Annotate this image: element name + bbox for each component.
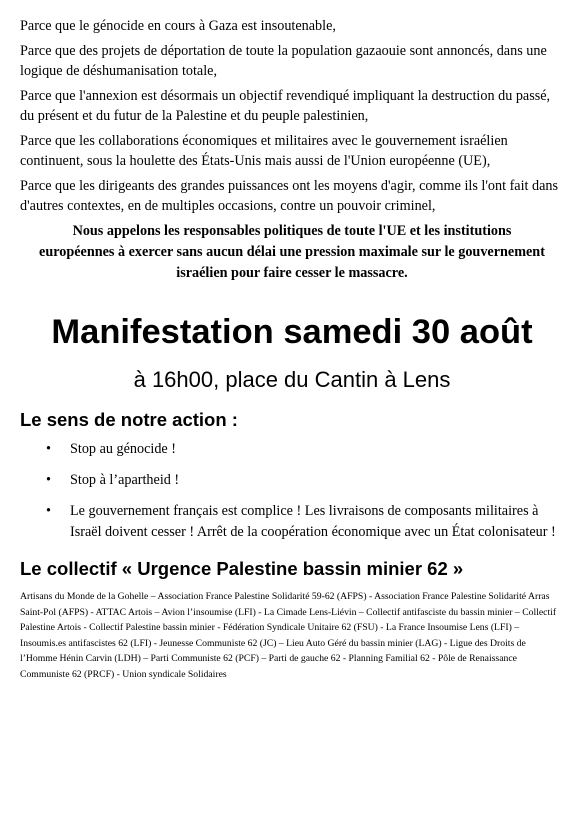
- action-item-text: Le gouvernement français est complice ! Les livraisons de composants militaires à Israël doivent cesser ! Arrêt de la coopération économique avec un État colonisateur !: [70, 503, 556, 540]
- intro-paragraph-1: Parce que le génocide en cours à Gaza est insoutenable,: [20, 18, 336, 34]
- action-item-text: Stop au génocide !: [70, 441, 176, 457]
- intro-paragraphs: [20, 16, 564, 216]
- intro-paragraph-5: Parce que les dirigeants des grandes puissances ont les moyens d'agir, comme ils l'ont fait dans d'autres contextes, en de multiples occasions, contre un pouvoir criminel,: [20, 178, 559, 214]
- intro-paragraph-2: Parce que des projets de déportation de toute la population gazaouie sont annoncés, dans une logique de déshumanisation totale,: [20, 43, 547, 79]
- bullet-icon: •: [46, 472, 51, 488]
- intro-paragraph-3: Parce que l'annexion est désormais un objectif revendiqué impliquant la destruction du passé, du présent et du futur de la Palestine et du peuple palestinien,: [20, 88, 551, 124]
- call-to-action: Nous appelons les responsables politiques de toute l'UE et les institutions européennes à exercer sans aucun délai une pression maximale sur le gouvernement israélien pour faire cesser le massacre.: [39, 223, 545, 281]
- action-item-3: [20, 501, 564, 543]
- collectif-heading: Le collectif « Urgence Palestine bassin minier 62 »: [20, 558, 464, 579]
- collectif-members: Artisans du Monde de la Gohelle – Association France Palestine Solidarité 59-62 (AFPS) - Association France Palestine Solidarité Arras Saint-Pol (AFPS) - ATTAC Artois – Avion l’insoumise (LFI) - La Cimade Lens-Liévin – Collectif antifasciste du bassin minier – Collectif Palestine Artois - Collectif Palestine bassin minier - Fédération Syndicale Unitaire 62 (FSU) - La France Insoumise Lens (LFI) – Insoumis.es antifascistes 62 (LFI) - Jeunesse Communiste 62 (JC) – Lieu Auto Géré du bassin minier (LAG) - Ligue des Droits de l’Homme Hénin Carvin (LDH) – Parti Communiste 62 (PCF) – Parti de gauche 62 - Planning Familial 62 - Pôle de Renaissance Communiste 62 (PRCF) - Union syndicale Solidaires: [20, 591, 557, 680]
- bullet-icon: •: [46, 503, 51, 519]
- intro-paragraph-4: Parce que les collaborations économiques et militaires avec le gouvernement israélien continuent, sous la houlette des États-Unis mais aussi de l'Union européenne (UE),: [20, 133, 508, 169]
- action-list: [20, 439, 564, 543]
- event-title: Manifestation samedi 30 août: [51, 313, 533, 351]
- bullet-icon: •: [46, 441, 51, 457]
- action-heading: Le sens de notre action :: [20, 409, 238, 430]
- event-details: à 16h00, place du Cantin à Lens: [133, 367, 451, 392]
- action-item-1: [20, 439, 564, 460]
- action-item-text: Stop à l’apartheid !: [70, 472, 180, 488]
- action-item-2: [20, 470, 564, 491]
